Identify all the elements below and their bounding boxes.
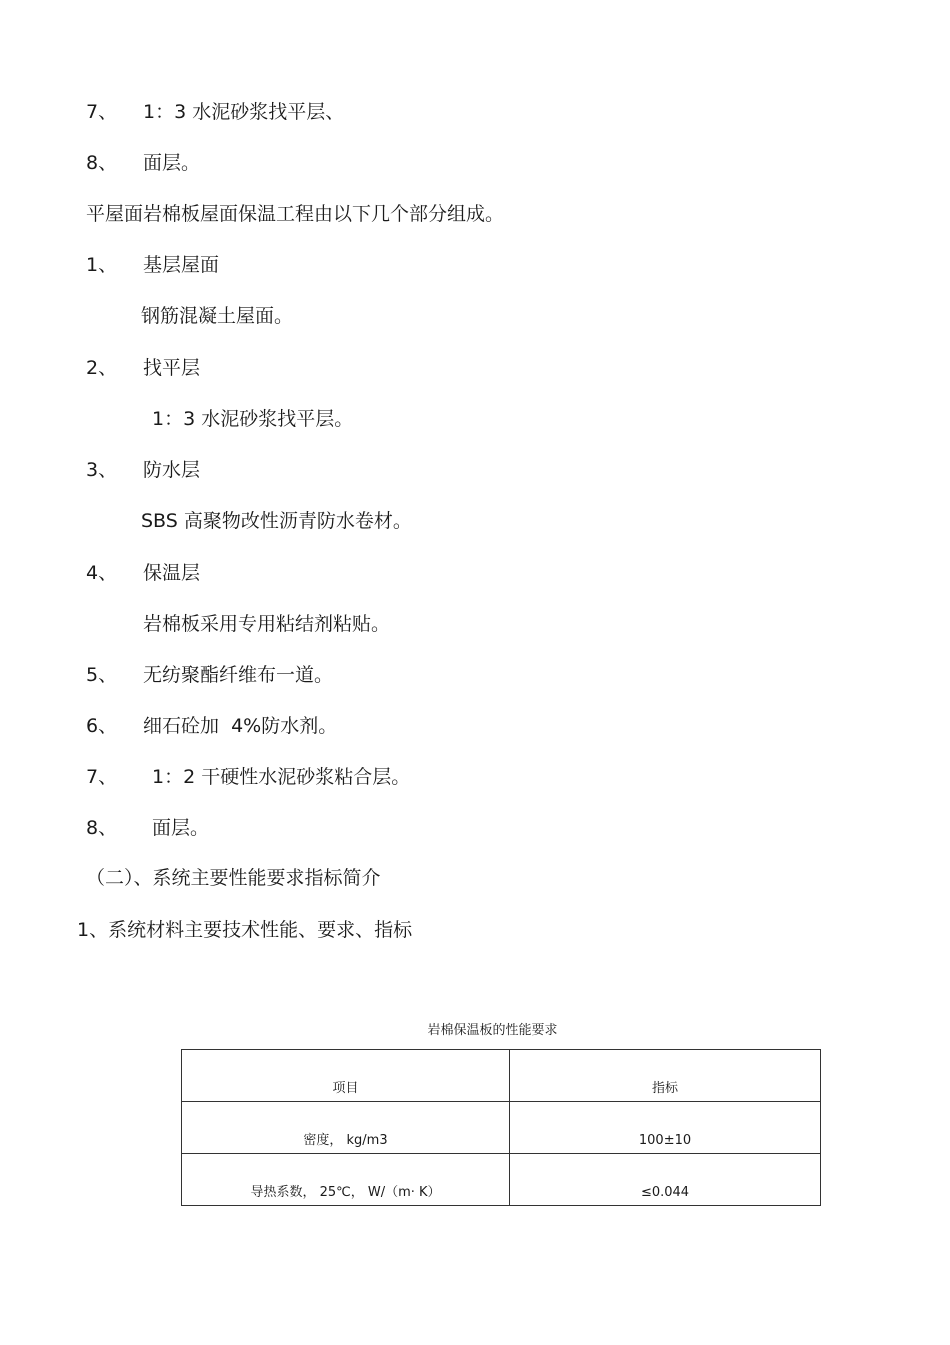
table-row — [182, 1154, 821, 1206]
item-title: 面层。 — [152, 817, 210, 839]
item-number: 1、 — [86, 254, 118, 276]
item-number: 6、 — [86, 715, 118, 737]
column-header-item: 项目 — [182, 1050, 510, 1102]
item-number: 3、 — [86, 459, 118, 481]
item-detail: 1：3 水泥砂浆找平层。 — [152, 408, 354, 430]
list-text: 面层。 — [143, 152, 201, 174]
item-number: 5、 — [86, 664, 118, 686]
item-detail: 岩棉板采用专用粘结剂粘贴。 — [143, 613, 391, 635]
item-title: 无纺聚酯纤维布一道。 — [143, 664, 334, 686]
item-detail: 钢筋混凝土屋面。 — [141, 305, 294, 327]
item-title: 找平层 — [143, 357, 201, 379]
sub-heading: 1、系统材料主要技术性能、要求、指标 — [77, 919, 413, 941]
item-title: 防水层 — [143, 459, 201, 481]
item-title: 基层屋面 — [143, 254, 220, 276]
intro-paragraph: 平屋面岩棉板屋面保温工程由以下几个部分组成。 — [86, 203, 505, 225]
list-number: 8、 — [86, 152, 118, 174]
list-number: 7、 — [86, 101, 118, 123]
item-title: 细石砼加 4%防水剂。 — [143, 715, 338, 737]
item-title: 1：2 干硬性水泥砂浆粘合层。 — [152, 766, 411, 788]
item-number: 2、 — [86, 357, 118, 379]
table-cell: 导热系数， 25℃， W/（m· K） — [182, 1154, 510, 1206]
table-cell: 100±10 — [510, 1102, 821, 1154]
section-heading: （二）、系统主要性能要求指标简介 — [86, 867, 381, 889]
item-number: 4、 — [86, 562, 118, 584]
table-row — [182, 1102, 821, 1154]
column-header-index: 指标 — [510, 1050, 821, 1102]
list-text: 1：3 水泥砂浆找平层、 — [143, 101, 345, 123]
performance-table — [181, 1049, 821, 1206]
item-number: 7、 — [86, 766, 118, 788]
table-cell: ≤0.044 — [510, 1154, 821, 1206]
table-cell: 密度， kg/m3 — [182, 1102, 510, 1154]
table-header-row — [182, 1050, 821, 1102]
item-title: 保温层 — [143, 562, 201, 584]
table-caption: 岩棉保温板的性能要求 — [427, 1023, 558, 1038]
item-number: 8、 — [86, 817, 118, 839]
item-detail: SBS 高聚物改性沥青防水卷材。 — [141, 510, 412, 532]
